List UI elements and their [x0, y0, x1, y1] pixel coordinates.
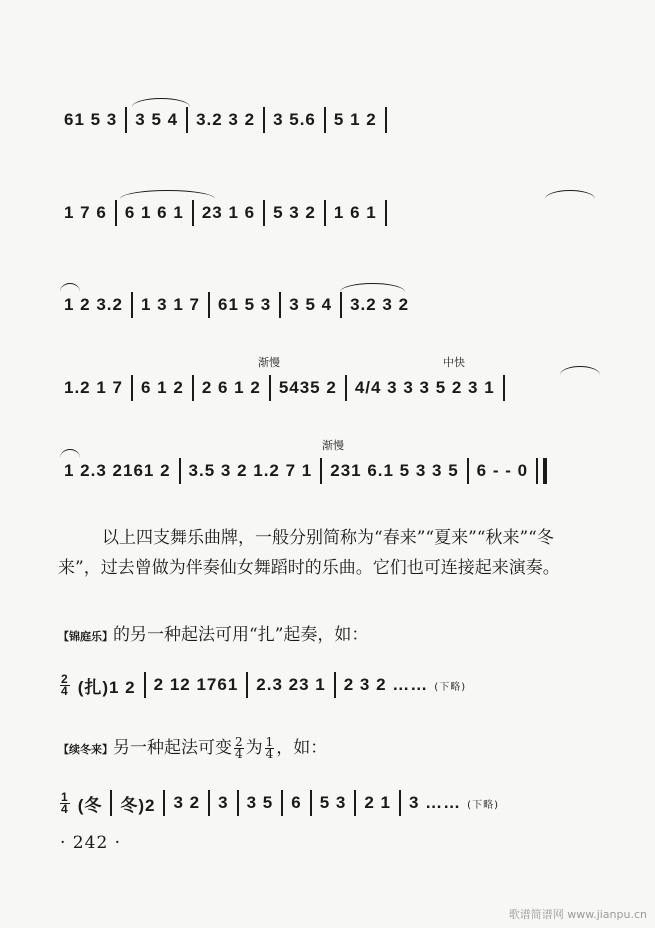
barline — [131, 292, 133, 318]
page-number: · 242 · — [60, 833, 122, 853]
barline — [324, 107, 326, 133]
barline — [192, 200, 194, 226]
score-measure: 3.2 3 2 — [196, 110, 256, 129]
barline — [354, 790, 356, 816]
score-measure: 2 12 1761 — [153, 675, 239, 694]
score-measure: 3 — [218, 793, 229, 812]
intro-text: 的另一种起法可用“扎”起奏，如： — [113, 625, 369, 645]
score-line-3 — [58, 292, 614, 318]
tempo-marking: 渐慢 — [258, 356, 280, 369]
slur-mark — [132, 98, 190, 107]
score-measure: 3 5 4 — [289, 295, 333, 314]
score-measure: 1 6 1 — [333, 203, 377, 222]
score-measure: 3 5.6 — [273, 110, 316, 129]
score-measure: 61 5 3 — [64, 110, 118, 129]
omission-note: (下略) — [467, 799, 499, 811]
barline — [320, 458, 322, 484]
score-line-1 — [58, 107, 614, 133]
score-measure: 1 2.3 2161 2 — [64, 461, 171, 480]
barline — [269, 375, 271, 401]
slur-mark — [60, 283, 80, 292]
omission-note: (下略) — [434, 681, 467, 693]
barline — [279, 292, 281, 318]
score-example-1 — [58, 672, 614, 698]
score-measure: 3 2 — [173, 793, 201, 812]
score-measure: 3 5 — [246, 793, 274, 812]
score-measure: 2 1 — [364, 793, 391, 812]
score-measure: 冬)2 — [120, 795, 156, 815]
final-barline — [536, 458, 547, 484]
barline — [144, 672, 146, 698]
score-measure: 6 1 6 1 — [124, 203, 184, 222]
score-measure: 6 — [291, 793, 302, 812]
slur-mark — [560, 366, 600, 375]
time-signature: $\frac{2}{4}$ — [61, 671, 69, 698]
score-measure: 2.3 23 1 — [256, 675, 326, 694]
score-measure: 1.2 1 7 — [64, 378, 123, 397]
example-intro-1 — [58, 620, 578, 652]
score-measure: 3 …… — [408, 793, 462, 812]
barline — [131, 375, 133, 401]
score-measure: 3.2 3 2 — [350, 295, 410, 314]
score-measure: 6 1 2 — [141, 378, 184, 397]
score-line-5 — [58, 458, 614, 484]
barline — [281, 790, 283, 816]
barline — [324, 200, 326, 226]
score-line-2 — [58, 200, 614, 226]
body-paragraph: 以上四支舞乐曲牌，一般分别简称为“春来”“夏来”“秋来”“冬来”，过去曾做为伴奏仙女舞蹈时的乐曲。它们也可连接起来演奏。 — [58, 528, 560, 578]
score-measure: 61 5 3 — [218, 295, 272, 314]
tune-name-tag: 【锦庭乐】 — [58, 630, 113, 643]
barline — [115, 200, 117, 226]
barline — [340, 292, 342, 318]
score-measure: 6 - - 0 — [476, 461, 529, 480]
barline — [208, 292, 210, 318]
score-measure: (扎)1 2 — [77, 677, 136, 697]
barline — [399, 790, 401, 816]
score-measure: 5435 2 — [278, 378, 337, 397]
score-measure: 1 7 6 — [64, 203, 107, 222]
slur-mark — [340, 283, 405, 292]
barline — [246, 672, 248, 698]
score-measure: 23 1 6 — [201, 203, 256, 222]
score-line-4 — [58, 375, 614, 401]
barline — [385, 107, 387, 133]
barline — [237, 790, 239, 816]
time-signature: $\frac{1}{4}$ — [61, 789, 69, 816]
barline — [192, 375, 194, 401]
score-measure: 5 1 2 — [333, 110, 377, 129]
barline — [334, 672, 336, 698]
barline — [310, 790, 312, 816]
tempo-marking: 中快 — [443, 356, 465, 369]
tune-name-tag: 【续冬来】 — [58, 743, 113, 756]
barline — [110, 790, 112, 816]
watermark: 歌谱简谱网 www.jianpu.cn — [508, 908, 647, 921]
score-measure: 3.5 3 2 1.2 7 1 — [188, 461, 313, 480]
score-example-2 — [58, 790, 614, 816]
barline — [263, 107, 265, 133]
score-measure: 1 3 1 7 — [141, 295, 200, 314]
barline — [179, 458, 181, 484]
barline — [163, 790, 165, 816]
score-measure: 2 6 1 2 — [201, 378, 261, 397]
barline — [467, 458, 469, 484]
barline — [385, 200, 387, 226]
score-measure: 5 3 2 — [273, 203, 316, 222]
barline — [263, 200, 265, 226]
barline — [345, 375, 347, 401]
score-measure: 5 3 — [319, 793, 347, 812]
score-measure: (冬 — [77, 795, 103, 815]
score-measure: 2 3 2 …… — [343, 675, 429, 694]
fraction: $\frac{1}{4}$ — [265, 735, 274, 761]
example-intro-2: 【续冬来】另一种起法可变 $\frac{2}{4}$ 为 $\frac{1}{4}$ ，如： — [58, 735, 328, 761]
score-measure: 3 5 4 — [135, 110, 179, 129]
score-measure: 231 6.1 5 3 3 5 — [330, 461, 459, 480]
score-measure: 1 2 3.2 — [64, 295, 123, 314]
fraction: $\frac{2}{4}$ — [235, 735, 243, 761]
score-measure: 4/4 3 3 3 5 2 3 1 — [354, 378, 495, 397]
barline — [186, 107, 188, 133]
barline — [125, 107, 127, 133]
slur-mark — [60, 449, 80, 458]
slur-mark — [120, 190, 215, 199]
slur-mark — [545, 190, 595, 199]
tempo-marking: 渐慢 — [322, 439, 344, 452]
barline — [503, 375, 505, 401]
barline — [208, 790, 210, 816]
